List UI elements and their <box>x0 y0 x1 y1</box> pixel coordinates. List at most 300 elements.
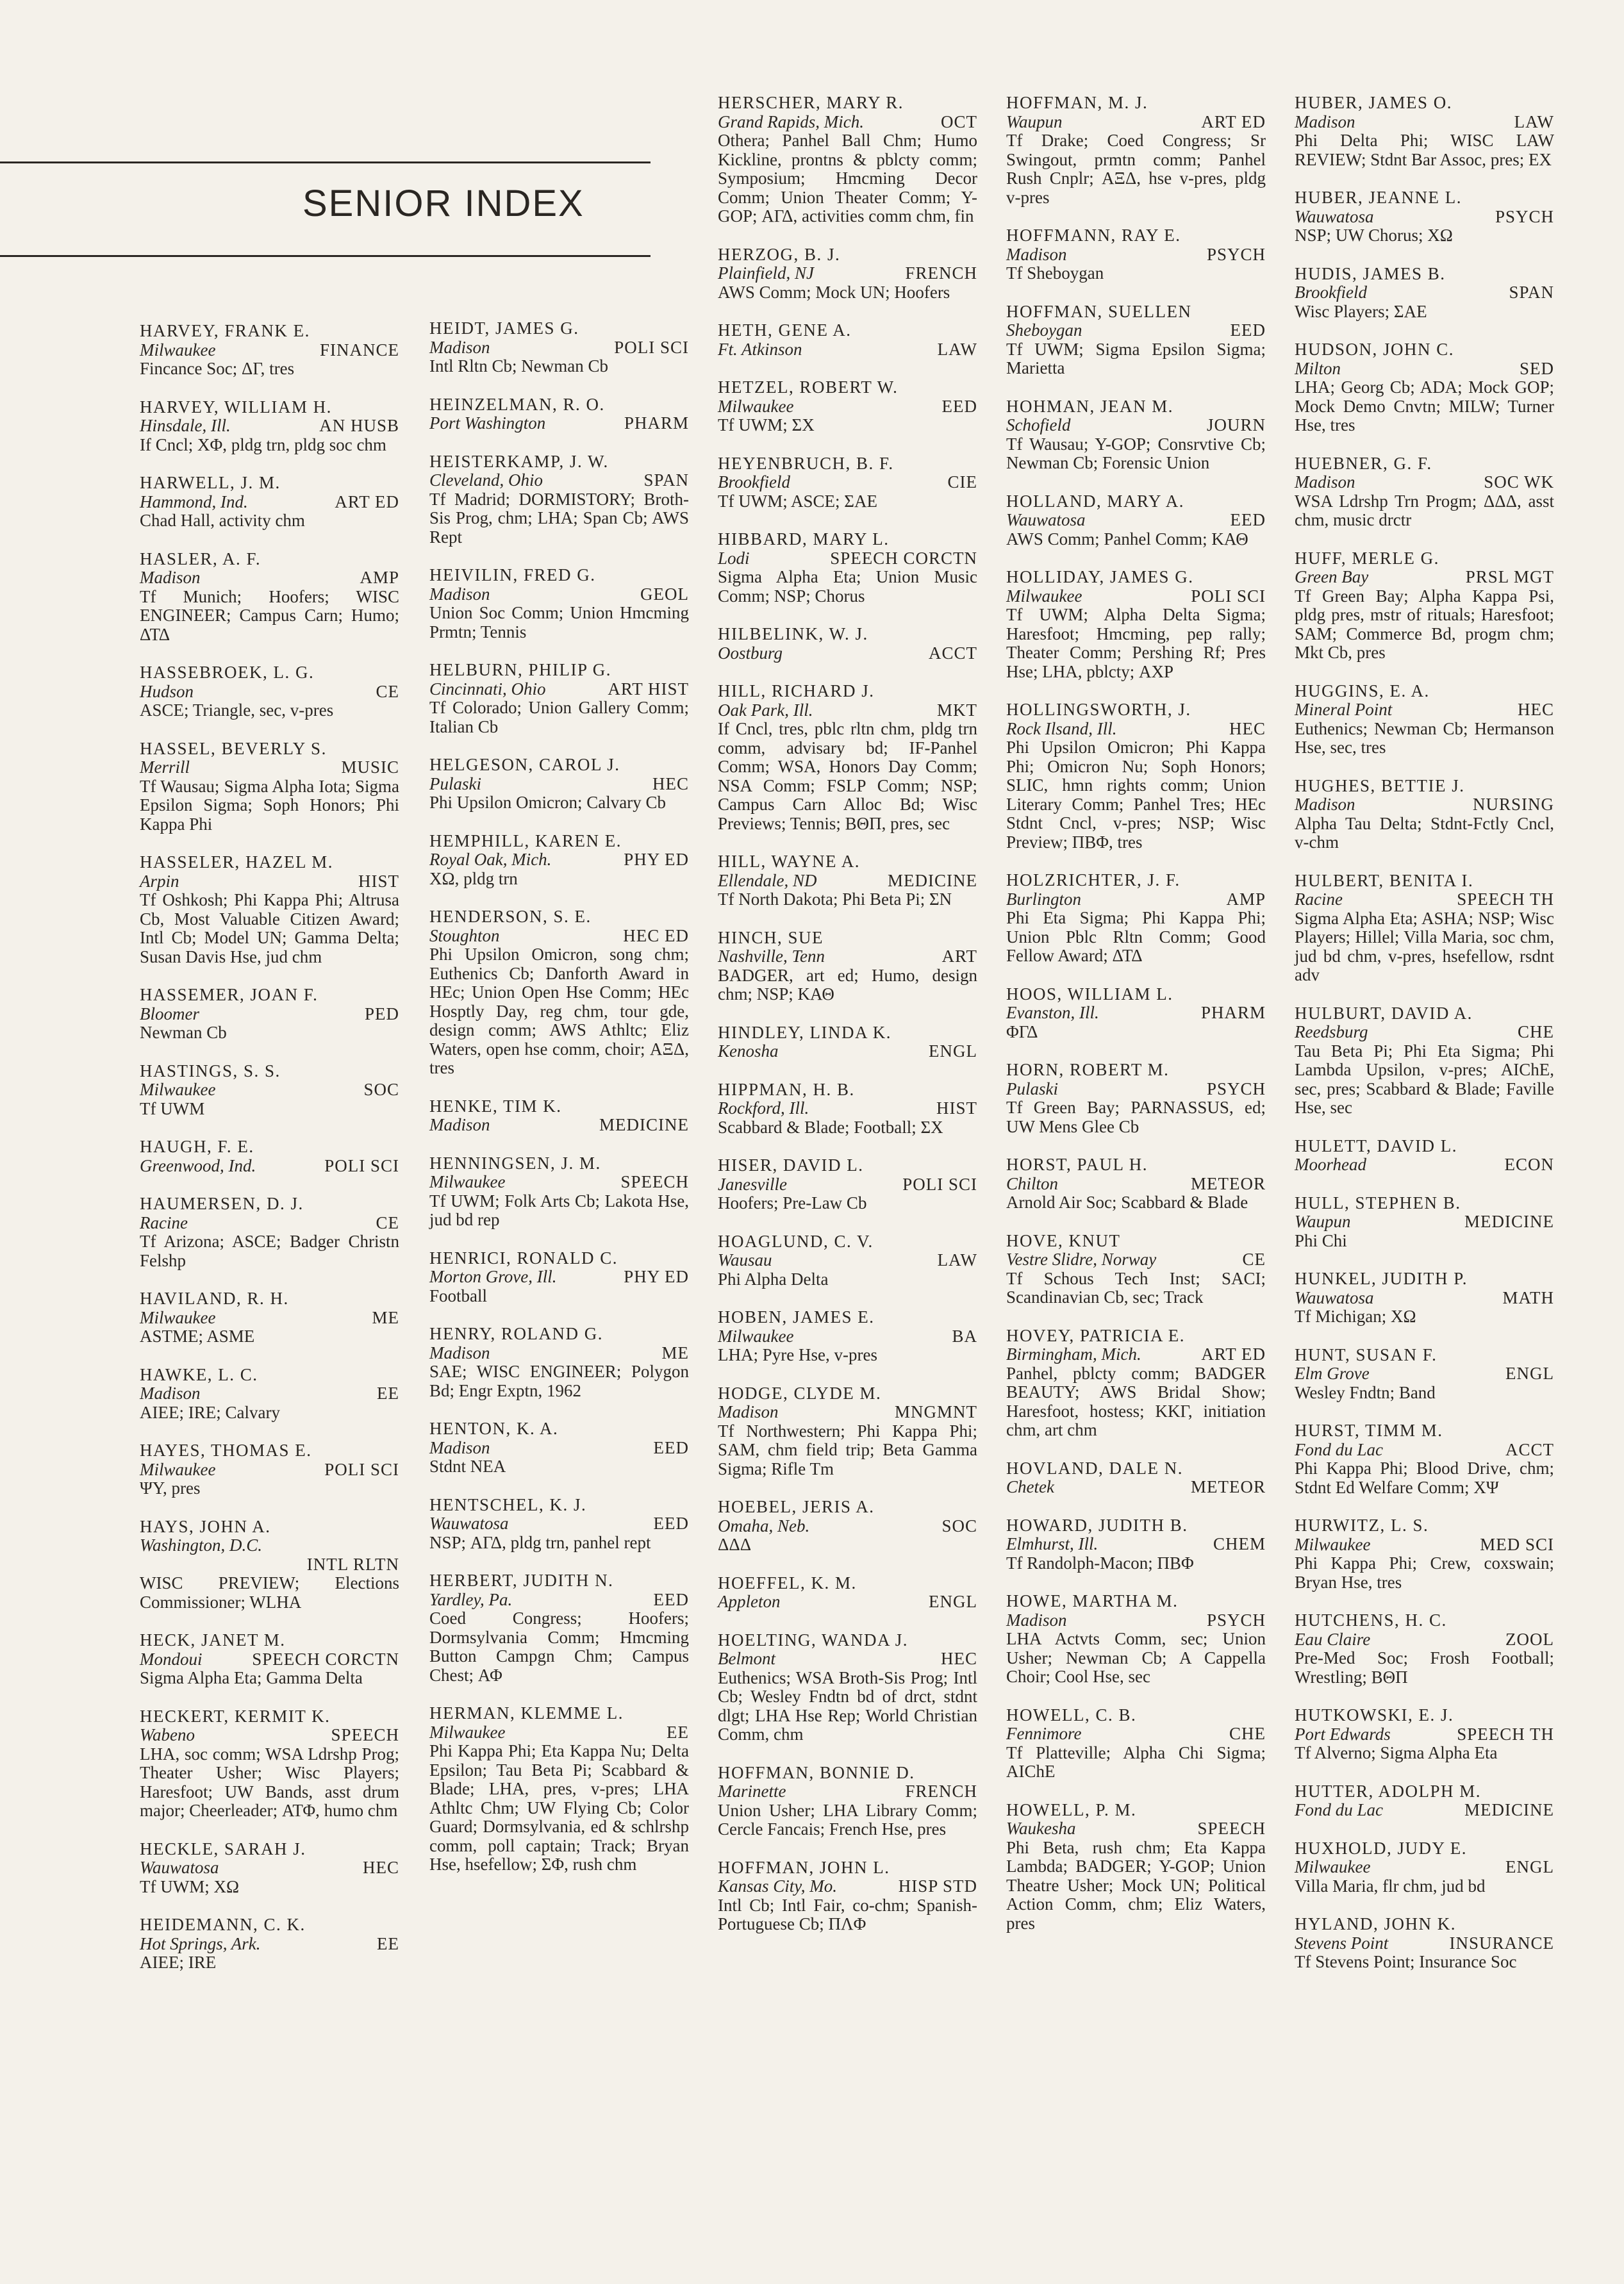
student-name: HAWKE, L. C. <box>140 1364 258 1384</box>
major: SOC <box>941 1516 977 1535</box>
hometown: Madison <box>1295 795 1355 814</box>
index-entry <box>718 1023 977 1061</box>
student-name: HAUMERSEN, D. J. <box>140 1194 304 1213</box>
hometown: Appleton <box>718 1592 781 1611</box>
hometown: Madison <box>1006 1610 1067 1630</box>
student-name: HOLLIDAY, JAMES G. <box>1006 567 1194 586</box>
hometown: Washington, D.C. <box>140 1535 263 1555</box>
hometown: Oak Park, Ill. <box>718 700 813 720</box>
hometown-major-row <box>718 947 977 966</box>
student-name: HUDIS, JAMES B. <box>1295 263 1446 283</box>
student-name: HOAGLUND, C. V. <box>718 1231 874 1251</box>
index-entry <box>718 1498 977 1555</box>
hometown: Moorhead <box>1295 1155 1366 1174</box>
hometown: Stevens Point <box>1295 1933 1389 1953</box>
hometown-major-row <box>1006 245 1266 265</box>
major: CIE <box>947 472 977 492</box>
hometown: Grand Rapids, Mich. <box>718 112 864 131</box>
activities: SAE; WISC ENGINEER; Polygon Bd; Engr Exptn, 1962 <box>429 1362 689 1400</box>
major: HIST <box>936 1098 977 1118</box>
index-column-3 <box>718 94 977 1953</box>
page-title: SENIOR INDEX <box>302 183 584 224</box>
index-entry <box>1295 1421 1554 1497</box>
hometown-major-row <box>1295 1155 1554 1175</box>
major: ENGL <box>1505 1364 1554 1383</box>
activities: ASTME; ASME <box>140 1327 255 1346</box>
index-entry <box>429 756 689 813</box>
hometown: Elm Grove <box>1295 1364 1370 1383</box>
hometown: Kenosha <box>718 1041 779 1061</box>
activities: AIEE; IRE; Calvary <box>140 1402 280 1422</box>
index-entry <box>718 1384 977 1479</box>
activities: Pre-Med Soc; Frosh Football; Wrestling; ΒΘΠ <box>1295 1648 1554 1687</box>
hometown: Madison <box>140 1384 201 1403</box>
index-entry <box>1295 1706 1554 1763</box>
index-entry <box>718 1574 977 1612</box>
hometown-major-row <box>718 1593 977 1612</box>
major: EED <box>653 1437 689 1457</box>
index-entry <box>718 1232 977 1289</box>
index-entry <box>1295 1270 1554 1327</box>
hometown-major-row <box>140 1650 399 1669</box>
hometown-major-row <box>1295 360 1554 379</box>
index-entry <box>140 1195 399 1270</box>
index-entry <box>718 245 977 302</box>
student-name: HASSELER, HAZEL M. <box>140 852 333 872</box>
index-entry <box>429 395 689 433</box>
major: SED <box>1519 358 1554 378</box>
activities: Tf Wausau; Y-GOP; Consrvtive Cb; Newman Cb; Forensic Union <box>1006 434 1266 472</box>
hometown: Milwaukee <box>429 1172 506 1191</box>
hometown: Rockford, Ill. <box>718 1098 809 1118</box>
activities: If Cncl, tres, pblc rltn chm, pldg trn comm, advisary bd; IF-Panhel Comm; WSA, Honors Day Comm; NSA Comm; FSLP Comm; NSP; Campus Carn Alloc Bd; Wisc Previews; Tennis; ΒΘΠ, pres, sec <box>718 719 977 833</box>
student-name: HOWE, MARTHA M. <box>1006 1591 1179 1610</box>
major: ACCT <box>928 643 977 663</box>
student-name: HARWELL, J. M. <box>140 473 281 492</box>
index-entry <box>1006 397 1266 473</box>
major: MNGMNT <box>894 1402 977 1421</box>
hometown-major-row <box>1006 1725 1266 1744</box>
hometown: Evanston, Ill. <box>1006 1003 1099 1022</box>
hometown-major-row <box>718 549 977 568</box>
index-entry <box>1295 1194 1554 1251</box>
major: MEDICINE <box>1464 1800 1554 1819</box>
major: HEC <box>941 1649 977 1668</box>
activities: Fincance Soc; ΔΓ, tres <box>140 359 295 378</box>
student-name: HUBER, JAMES O. <box>1295 93 1453 112</box>
hometown: Milwaukee <box>1295 1857 1371 1876</box>
hometown: Mineral Point <box>1295 700 1393 719</box>
index-entry <box>429 1571 689 1685</box>
hometown: Reedsburg <box>1295 1022 1368 1041</box>
student-name: HETZEL, ROBERT W. <box>718 377 899 397</box>
hometown: Chilton <box>1006 1173 1059 1193</box>
index-entry <box>1295 340 1554 435</box>
activities: Phi Upsilon Omicron; Phi Kappa Phi; Omicron Nu; Soph Honors; SLIC, hmn rights comm; Union Literary Comm; Panhel Tres; HEc Stdnt Cncl, v-pres; NSP; Wisc Preview; ΠΒΦ, tres <box>1006 738 1266 852</box>
student-name: HUFF, MERLE G. <box>1295 548 1439 568</box>
hometown: Marinette <box>718 1782 786 1801</box>
major: ENGL <box>929 1041 977 1061</box>
hometown: Plainfield, NJ <box>718 263 814 283</box>
hometown-major-row <box>1295 1023 1554 1042</box>
bottom-rule <box>0 255 650 257</box>
hometown-major-row <box>1006 113 1266 132</box>
activities: AIEE; IRE <box>140 1953 217 1972</box>
student-name: HOLLINGSWORTH, J. <box>1006 700 1191 719</box>
activities: Phi Beta, rush chm; Eta Kappa Lambda; BADGER; Y-GOP; Union Theatre Usher; Mock UN; Political Action Comm, chm; Eliz Waters, pres <box>1006 1837 1266 1933</box>
activities: Phi Kappa Phi; Blood Drive, chm; Stdnt Ed Welfare Comm; ΧΨ <box>1295 1459 1554 1497</box>
hometown: Ft. Atkinson <box>718 339 802 359</box>
major: LAW <box>1514 112 1554 131</box>
hometown: Madison <box>1006 244 1067 264</box>
student-name: HURWITZ, L. S. <box>1295 1516 1429 1535</box>
major: AMP <box>1226 889 1266 909</box>
major: ART ED <box>335 492 399 511</box>
index-column-1 <box>140 322 399 1992</box>
index-entry <box>1006 871 1266 966</box>
index-entry <box>429 661 689 736</box>
major: MEDICINE <box>888 870 977 890</box>
student-name: HENTON, K. A. <box>429 1419 559 1438</box>
major: PHY ED <box>624 850 689 869</box>
major: HEC <box>652 774 689 793</box>
hometown: Port Washington <box>429 413 546 433</box>
hometown-major-row <box>140 417 399 436</box>
major: METEOR <box>1191 1477 1266 1496</box>
hometown-major-row <box>429 1439 689 1458</box>
index-entry <box>1006 1516 1266 1573</box>
student-name: HINCH, SUE <box>718 927 824 947</box>
activities: WSA Ldrshp Trn Progm; ΔΔΔ, asst chm, music drctr <box>1295 491 1554 529</box>
major: MUSIC <box>341 757 399 777</box>
activities: Tf North Dakota; Phi Beta Pi; ΣΝ <box>718 890 952 909</box>
student-name: HUNKEL, JUDITH P. <box>1295 1269 1468 1288</box>
activities: Union Soc Comm; Union Hmcming Prmtn; Tennis <box>429 603 689 641</box>
activities: Villa Maria, flr chm, jud bd <box>1295 1876 1486 1896</box>
hometown: Bloomer <box>140 1004 199 1023</box>
index-entry <box>1295 777 1554 852</box>
hometown: Madison <box>429 1343 490 1362</box>
major: MATH <box>1502 1287 1554 1307</box>
student-name: HOFFMAN, M. J. <box>1006 93 1148 112</box>
index-entry <box>429 1325 689 1400</box>
index-entry <box>429 1249 689 1306</box>
major: CHEM <box>1213 1534 1266 1553</box>
activities: If Cncl; ΧΦ, pldg trn, pldg soc chm <box>140 434 386 454</box>
major: ACCT <box>1505 1439 1554 1459</box>
hometown: Cleveland, Ohio <box>429 470 543 490</box>
activities: Tf UWM; Alpha Delta Sigma; Haresfoot; Hmcming, pep rally; Theater Comm; Pershing Rf; Pres Hse; LHA, pblcty; ΑΧΡ <box>1006 605 1266 681</box>
activities: Panhel, pblcty comm; BADGER BEAUTY; AWS Bridal Show; Haresfoot, hostess; ΚΚΓ, initiation chm, art chm <box>1006 1363 1266 1439</box>
activities: ASCE; Triangle, sec, v-pres <box>140 700 334 720</box>
hometown-major-row <box>1006 1080 1266 1099</box>
student-name: HODGE, CLYDE M. <box>718 1383 882 1403</box>
hometown-major-row <box>140 683 399 702</box>
activities: NSP; ΑΓΔ, pldg trn, panhel rept <box>429 1532 651 1552</box>
major: MEDICINE <box>1464 1212 1554 1231</box>
index-entry <box>1295 1839 1554 1896</box>
index-entry <box>140 853 399 966</box>
index-entry <box>429 319 689 376</box>
major: HEC <box>363 1858 399 1877</box>
activities: ΨΥ, pres <box>140 1478 201 1498</box>
student-name: HOLZRICHTER, J. F. <box>1006 870 1181 890</box>
student-name: HERMAN, KLEMME L. <box>429 1703 624 1723</box>
student-name: HAVILAND, R. H. <box>140 1289 289 1308</box>
major: EE <box>377 1384 399 1403</box>
index-entry <box>1295 1137 1554 1175</box>
student-name: HEIDEMANN, C. K. <box>140 1915 306 1934</box>
major: PED <box>364 1004 399 1023</box>
hometown: Lodi <box>718 548 750 568</box>
student-name: HEMPHILL, KAREN E. <box>429 831 622 850</box>
index-entry <box>1006 226 1266 283</box>
major: LAW <box>937 339 977 359</box>
student-name: HUDSON, JOHN C. <box>1295 340 1455 359</box>
student-name: HUXHOLD, JUDY E. <box>1295 1838 1467 1858</box>
hometown: Wauwatosa <box>1295 206 1374 226</box>
index-entry <box>1295 454 1554 530</box>
major: GEOL <box>640 584 689 604</box>
student-name: HORST, PAUL H. <box>1006 1155 1148 1174</box>
activities: ΧΩ, pldg trn <box>429 868 518 888</box>
major: CE <box>1242 1250 1266 1269</box>
hometown-major-row <box>429 927 689 946</box>
activities: Tf UWM; ΧΩ <box>140 1876 240 1896</box>
hometown-major-row <box>1006 321 1266 340</box>
hometown-major-row <box>429 680 689 699</box>
student-name: HOWARD, JUDITH B. <box>1006 1515 1188 1535</box>
hometown: Hinsdale, Ill. <box>140 416 231 435</box>
hometown-major-row <box>718 1251 977 1270</box>
major: SPAN <box>643 470 689 490</box>
index-entry <box>140 1062 399 1119</box>
student-name: HILL, RICHARD J. <box>718 681 875 700</box>
activities: Othera; Panhel Ball Chm; Humo Kickline, prontns & pblcty comm; Symposium; Hmcming Decor Comm; Union Theater Comm; Y-GOP; ΑΓΔ, activities comm chm, fin <box>718 131 977 226</box>
student-name: HEINZELMAN, R. O. <box>429 394 605 414</box>
student-name: HOFFMAN, SUELLEN <box>1006 301 1192 321</box>
index-entry <box>140 322 399 379</box>
hometown-major-row <box>718 340 977 360</box>
major: PSYCH <box>1206 1610 1266 1630</box>
student-name: HUBER, JEANNE L. <box>1295 188 1462 207</box>
major: BA <box>952 1326 977 1346</box>
student-name: HUTCHENS, H. C. <box>1295 1610 1447 1630</box>
major: SPEECH CORCTN <box>830 548 977 568</box>
activities: ΔΔΔ <box>718 1535 752 1554</box>
hometown: Madison <box>429 1115 490 1134</box>
activities: NSP; UW Chorus; ΧΩ <box>1295 226 1453 245</box>
major: ZOOL <box>1505 1629 1554 1649</box>
hometown-major-row <box>429 471 689 490</box>
hometown: Elmhurst, Ill. <box>1006 1534 1098 1553</box>
student-name: HELBURN, PHILIP G. <box>429 660 612 679</box>
hometown-major-row <box>718 1175 977 1195</box>
hometown: Wauwatosa <box>1295 1287 1374 1307</box>
hometown-major-row <box>718 1517 977 1536</box>
student-name: HASSEL, BEVERLY S. <box>140 738 327 758</box>
hometown-major-row <box>1295 473 1554 492</box>
major: HEC <box>1518 700 1554 719</box>
major: JOURN <box>1206 415 1266 434</box>
student-name: HOEBEL, JERIS A. <box>718 1497 875 1516</box>
activities: Scabbard & Blade; Football; ΣΧ <box>718 1117 943 1137</box>
index-entry <box>718 1080 977 1138</box>
index-entry <box>140 1631 399 1688</box>
hometown: Milwaukee <box>1295 1534 1371 1554</box>
activities: Intl Cb; Intl Fair, co-chm; Spanish-Portuguese Cb; ΠΛΦ <box>718 1895 977 1933</box>
activities: Euthenics; Newman Cb; Hermanson Hse, sec, tres <box>1295 718 1554 757</box>
index-entry <box>1295 1004 1554 1118</box>
student-name: HULL, STEPHEN B. <box>1295 1193 1461 1212</box>
student-name: HEYENBRUCH, B. F. <box>718 453 894 473</box>
student-name: HAYS, JOHN A. <box>140 1516 271 1536</box>
index-entry <box>718 929 977 1004</box>
index-entry <box>1295 1611 1554 1687</box>
student-name: HULBERT, BENITA I. <box>1295 870 1474 890</box>
student-name: HENKE, TIM K. <box>429 1096 562 1116</box>
major: POLI SCI <box>324 1459 399 1479</box>
index-entry <box>140 1366 399 1423</box>
hometown-major-row <box>1295 700 1554 720</box>
hometown-major-row <box>1295 1535 1554 1555</box>
hometown-major-row <box>140 1214 399 1233</box>
activities: Tau Beta Pi; Phi Eta Sigma; Phi Lambda Upsilon, v-pres; AIChE, sec, pres; Scabbard & Blade; Faville Hse, sec <box>1295 1041 1554 1117</box>
student-name: HEIDT, JAMES G. <box>429 319 579 338</box>
hometown-major-row <box>718 1650 977 1669</box>
hometown-major-row <box>140 758 399 777</box>
index-entry <box>140 550 399 645</box>
major: HISP STD <box>898 1876 977 1896</box>
hometown: Birmingham, Mich. <box>1006 1345 1141 1364</box>
activities: Tf Alverno; Sigma Alpha Eta <box>1295 1743 1498 1762</box>
index-entry <box>718 94 977 226</box>
activities: Wisc Players; ΣΑΕ <box>1295 301 1427 321</box>
activities: Tf Northwestern; Phi Kappa Phi; SAM, chm field trip; Beta Gamma Sigma; Rifle Tm <box>718 1421 977 1478</box>
hometown-major-row <box>429 1591 689 1610</box>
index-entry <box>718 530 977 606</box>
top-rule <box>0 161 650 163</box>
activities: Tf UWM; Sigma Epsilon Sigma; Marietta <box>1006 339 1266 377</box>
index-entry <box>429 1496 689 1553</box>
activities: Tf Green Bay; Alpha Kappa Psi, pldg pres, mstr of rituals; Haresfoot; SAM; Commerce Bd, progm chm; Mkt Cb, pres <box>1295 586 1554 662</box>
student-name: HINDLEY, LINDA K. <box>718 1022 891 1042</box>
activities: Euthenics; WSA Broth-Sis Prog; Intl Cb; Wesley Fndtn bd of drct, stdnt dlgt; LHA Hse Rep; World Christian Comm, chm <box>718 1667 977 1744</box>
hometown-major-row <box>1006 1345 1266 1364</box>
index-entry <box>429 566 689 641</box>
major: MKT <box>937 700 977 720</box>
hometown: Waupun <box>1295 1212 1351 1231</box>
hometown: Fennimore <box>1006 1724 1082 1743</box>
index-entry <box>429 1097 689 1135</box>
student-name: HOHMAN, JEAN M. <box>1006 396 1174 416</box>
major: PSYCH <box>1206 244 1266 264</box>
student-name: HULETT, DAVID L. <box>1295 1136 1457 1155</box>
hometown-major-row <box>429 850 689 870</box>
hometown-major-row <box>718 1877 977 1896</box>
index-entry <box>1295 682 1554 757</box>
major: HIST <box>358 871 399 891</box>
major: CE <box>376 681 399 701</box>
hometown: Waukesha <box>1006 1819 1076 1838</box>
major: MED SCI <box>1480 1534 1554 1554</box>
student-name: HASTINGS, S. S. <box>140 1061 281 1080</box>
activities: BADGER, art ed; Humo, design chm; NSP; ΚΑΘ <box>718 965 977 1004</box>
student-name: HASSEBROEK, L. G. <box>140 663 315 682</box>
index-entry <box>140 1518 399 1612</box>
hometown: Chetek <box>1006 1477 1054 1496</box>
hometown: Milwaukee <box>140 1459 216 1479</box>
hometown-major-row <box>1295 795 1554 815</box>
index-entry <box>140 1916 399 1973</box>
hometown-major-row <box>429 1173 689 1192</box>
student-name: HAUGH, F. E. <box>140 1137 254 1156</box>
hometown-major-row <box>1295 1441 1554 1460</box>
major: CHE <box>1229 1724 1266 1743</box>
activities: Arnold Air Soc; Scabbard & Blade <box>1006 1193 1248 1212</box>
index-entry <box>1006 1459 1266 1497</box>
student-name: HURST, TIMM M. <box>1295 1421 1443 1440</box>
major: ART <box>941 947 977 966</box>
index-entry <box>1006 700 1266 852</box>
activities: Tf Green Bay; PARNASSUS, ed; UW Mens Glee Cb <box>1006 1098 1266 1136</box>
student-name: HOFFMANN, RAY E. <box>1006 226 1181 245</box>
hometown: Wauwatosa <box>429 1514 509 1533</box>
activities: Tf UWM; ASCE; ΣΑΕ <box>718 491 877 511</box>
index-entry <box>429 1154 689 1230</box>
activities: Tf Colorado; Union Gallery Comm; Italian Cb <box>429 698 689 736</box>
major: SPEECH TH <box>1457 890 1554 909</box>
major: PSYCH <box>1495 206 1554 226</box>
hometown-major-row <box>718 397 977 417</box>
major: SPEECH <box>620 1172 689 1191</box>
index-entry <box>1295 1915 1554 1972</box>
student-name: HENDERSON, S. E. <box>429 907 592 926</box>
index-entry <box>140 1138 399 1175</box>
index-entry <box>1006 1706 1266 1782</box>
hometown-major-row <box>140 1461 399 1480</box>
student-name: HISER, DAVID L. <box>718 1155 864 1175</box>
major: SOC WK <box>1484 472 1554 492</box>
student-name: HENNINGSEN, J. M. <box>429 1153 601 1173</box>
activities: Phi Chi <box>1295 1230 1347 1250</box>
hometown-major-row <box>1006 1819 1266 1839</box>
activities: Phi Kappa Phi; Eta Kappa Nu; Delta Epsilon; Tau Beta Pi; Scabbard & Blade; LHA, pres, v-pres; LHA Athltc Chm; UW Flying Cb; Color Guard; Dormsylvania, ed & schlrshp comm, poll captain; Track; Bryan Hse, hsefellow; ΣΦ, rush chm <box>429 1741 689 1874</box>
index-entry <box>429 1419 689 1477</box>
major: INSURANCE <box>1449 1933 1554 1953</box>
hometown-major-row <box>1006 1535 1266 1554</box>
activities: Phi Delta Phi; WISC LAW REVIEW; Stdnt Bar Assoc, pres; ΕΧ <box>1295 131 1554 169</box>
hometown: Vestre Slidre, Norway <box>1006 1250 1157 1269</box>
activities: AWS Comm; Panhel Comm; ΚΑΘ <box>1006 529 1248 549</box>
index-entry <box>140 1289 399 1346</box>
major: CE <box>376 1212 399 1232</box>
index-entry <box>140 986 399 1043</box>
major: SPEECH <box>331 1725 399 1744</box>
activities: LHA; Georg Cb; ADA; Mock GOP; Mock Demo Cnvtn; MILW; Turner Hse, tres <box>1295 377 1554 434</box>
student-name: HENRICI, RONALD C. <box>429 1248 618 1268</box>
hometown-major-row <box>718 1099 977 1118</box>
index-entry <box>140 1840 399 1897</box>
activities: Football <box>429 1286 488 1305</box>
student-name: HYLAND, JOHN K. <box>1295 1914 1456 1933</box>
activities: Tf Drake; Coed Congress; Sr Swingout, prmtn comm; Panhel Rush Cnplr; ΑΞΔ, hse v-pres, pldg v-pres <box>1006 131 1266 207</box>
hometown: Wauwatosa <box>1006 510 1086 529</box>
student-name: HILBELINK, W. J. <box>718 624 868 643</box>
hometown-major-row <box>718 1327 977 1346</box>
hometown-major-row <box>140 1935 399 1954</box>
student-name: HECK, JANET M. <box>140 1630 286 1650</box>
